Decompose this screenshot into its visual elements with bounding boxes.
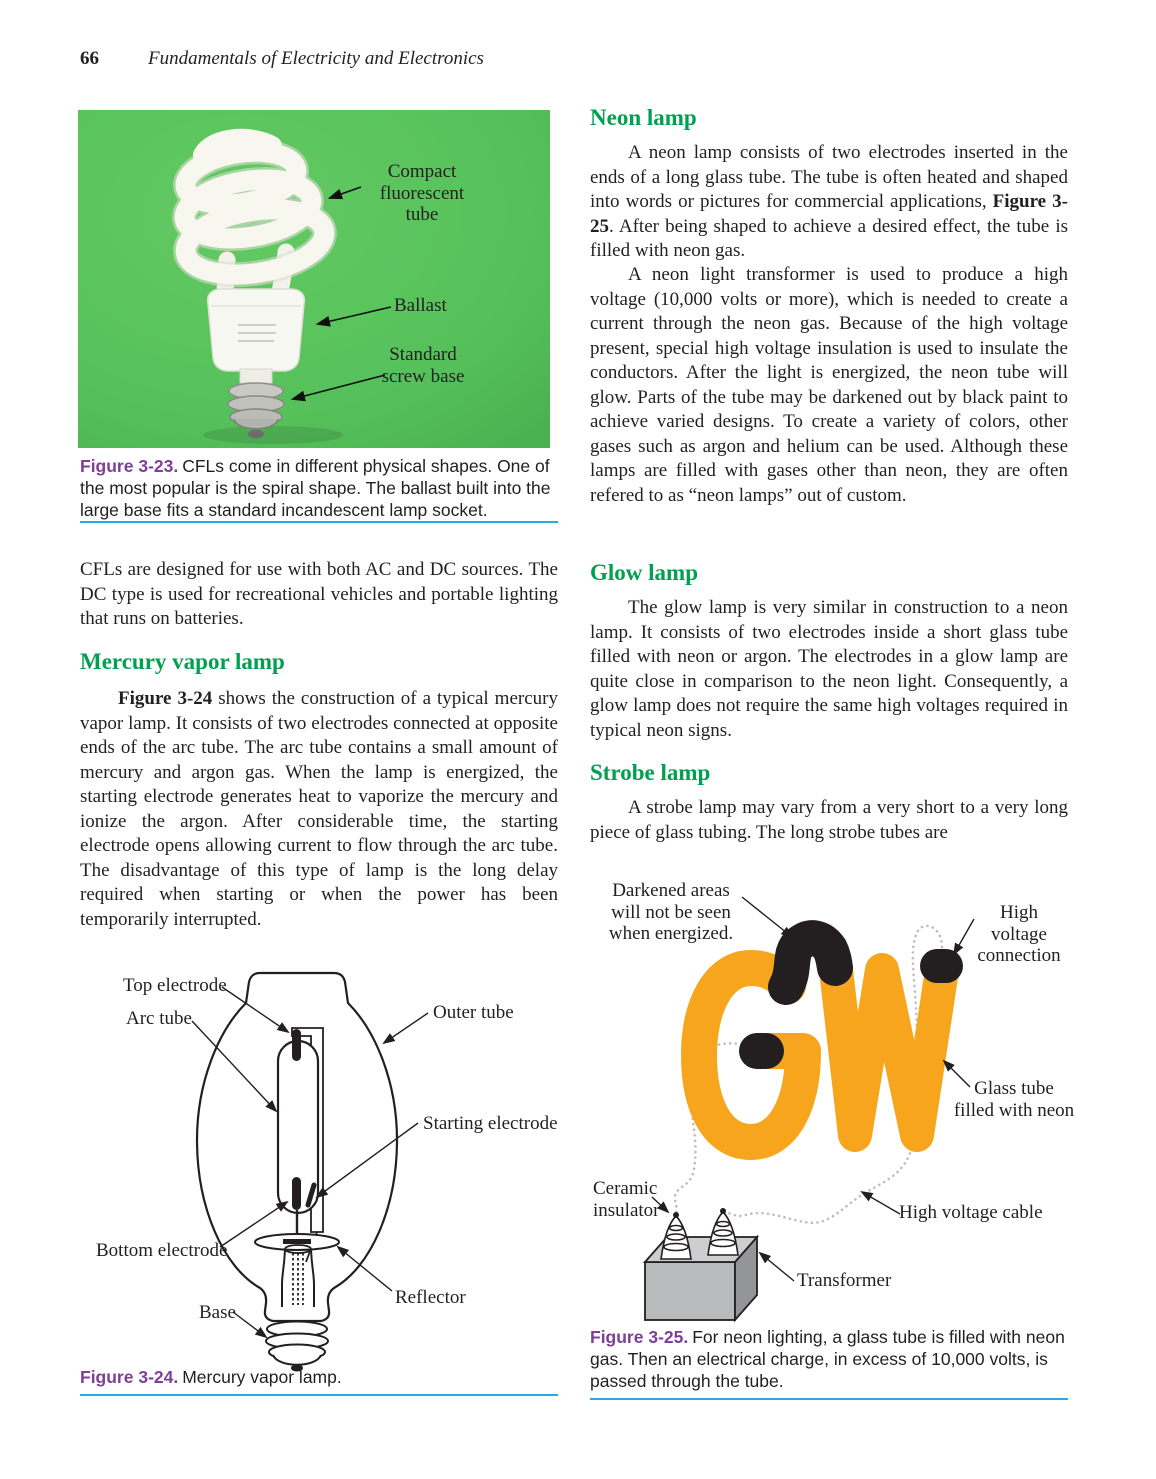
glow-paragraph: The glow lamp is very similar in construction to a neon lamp. It consists of two electrodes inside a short glass tube filled with neon or argon. The electrodes in a glow lamp are quite close in comparison to the neon light. Consequently, a glow lamp does not require the same high voltages required in typical neon signs. — [590, 597, 1068, 741]
figure-3-23-caption-tag: Figure 3-23. — [80, 456, 179, 476]
label-darkened-areas: Darkened areas will not be seen when energized. — [608, 880, 734, 944]
label-ceramic-insulator: Ceramic insulator — [593, 1178, 660, 1221]
label-glass-tube-neon: Glass tube filled with neon — [953, 1078, 1075, 1121]
figure-3-24-reference: Figure 3-24 — [118, 688, 213, 709]
figure-3-25-caption — [590, 1326, 1068, 1392]
heading-mercury-vapor-lamp: Mercury vapor lamp — [80, 649, 285, 674]
label-ballast: Ballast — [394, 295, 447, 316]
label-high-voltage-connection: High voltage connection — [977, 902, 1061, 966]
label-bottom-electrode: Bottom electrode — [96, 1240, 228, 1261]
figure-3-24-caption-text: Mercury vapor lamp. — [182, 1367, 342, 1387]
strobe-paragraph: A strobe lamp may vary from a very short to a very long piece of glass tubing. The long strobe tubes are — [590, 797, 1068, 843]
figure-3-23-caption-text: CFLs come in different physical shapes. One of the most popular is the spiral shape. The ballast built into the large base fits a standard incandescent lamp socket. — [80, 456, 551, 520]
label-starting-electrode: Starting electrode — [423, 1113, 558, 1134]
figure-3-23-photo — [78, 110, 550, 448]
figure-3-25-diagram — [590, 875, 1075, 1323]
figure-3-25-caption-text: For neon lighting, a glass tube is filled with neon gas. Then an electrical charge, in excess of 10,000 volts, is passed through the tube. — [590, 1327, 1065, 1391]
label-compact-fluorescent-tube: Compact fluorescent tube — [379, 161, 465, 225]
neon-paragraph-1: A neon lamp consists of two electrodes inserted in the ends of a long glass tube. The tube is often heated and shaped into words or pictures for commercial applications, Figure 3-25. After being shaped to achieve a desired effect, the tube is filled with neon gas. — [590, 142, 1068, 261]
cfl-ballast — [208, 289, 305, 371]
label-outer-tube: Outer tube — [433, 1002, 514, 1023]
caption-rule — [80, 521, 558, 523]
label-high-voltage-cable: High voltage cable — [899, 1202, 1043, 1223]
bottom-electrode-shape — [292, 1177, 301, 1210]
neon-paragraph-2: A neon light transformer is used to produce a high voltage (10,000 volts or more), which is needed to create a current through the neon gas. Because of the high voltage present, special high voltage insulation is used to insulate the conductors. After the light is energized, the neon tube will glow. Parts of the tube may be darkened out by black paint to achieve varied designs. To create a variety of colors, other gases such as argon and helium can be used. Although these lamps are filled with gases other than neon, they are often refered to as “neon lamps” out of custom. — [590, 264, 1068, 506]
label-transformer: Transformer — [797, 1270, 892, 1291]
caption-rule — [80, 1394, 558, 1396]
figure-3-24-diagram — [80, 955, 558, 1375]
neon-letter-w — [836, 970, 942, 1135]
label-base: Base — [199, 1302, 236, 1323]
figure-3-23-caption — [80, 455, 558, 521]
page-number: 66 — [80, 48, 99, 69]
top-electrode-shape — [292, 1029, 301, 1061]
cfl-paragraph: CFLs are designed for use with both AC and DC sources. The DC type is used for recreational vehicles and portable lighting that runs on batteries. — [80, 559, 558, 629]
label-reflector: Reflector — [395, 1287, 466, 1308]
heading-glow-lamp: Glow lamp — [590, 560, 698, 585]
mercury-paragraph: Figure 3-24 shows the construction of a typical mercury vapor lamp. It consists of two electrodes connected at opposite ends of the arc tube. The arc tube contains a small amount of mercury and argon gas. When the lamp is energized, the starting electrode generates heat to vaporize the mercury and ionize the argon. After considerable time, the starting electrode opens allowing current to flow through the arc tube. The disadvantage of this type of lamp is the long delay required when starting or when the power has been temporarily interrupted. — [80, 688, 558, 930]
label-top-electrode: Top electrode — [123, 975, 227, 996]
heading-neon-lamp: Neon lamp — [590, 105, 697, 130]
heading-strobe-lamp: Strobe lamp — [590, 760, 711, 785]
figure-3-25-caption-tag: Figure 3-25. — [590, 1327, 689, 1347]
figure-3-24-caption-tag: Figure 3-24. — [80, 1367, 179, 1387]
figure-3-24-caption — [80, 1366, 558, 1388]
figure-3-25-reference: Figure 3-25 — [590, 191, 1068, 237]
caption-rule — [590, 1398, 1068, 1400]
label-arc-tube: Arc tube — [126, 1008, 192, 1029]
label-standard-screw-base: Standard screw base — [381, 344, 465, 387]
running-title: Fundamentals of Electricity and Electronics — [148, 48, 484, 69]
base-shape — [266, 1322, 328, 1365]
